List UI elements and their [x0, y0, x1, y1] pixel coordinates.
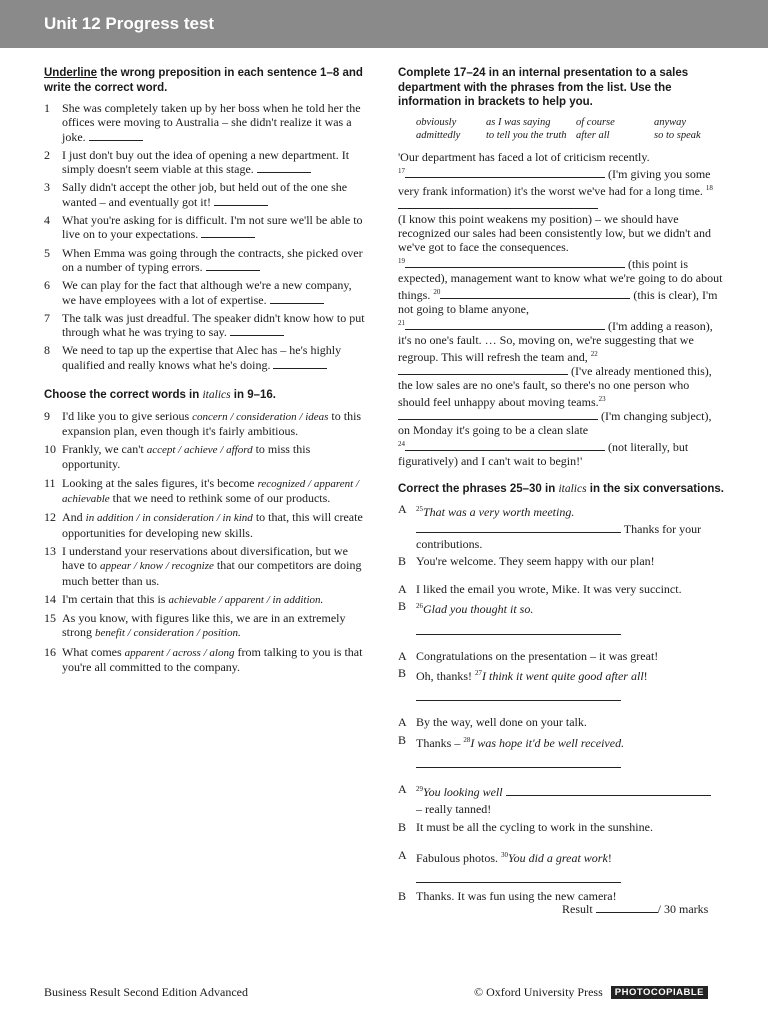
conversation-1: A $^{25}$That was a very worth meeting. Thanks for your contributions. B You're welcome. They seem happy with our plan!: [398, 502, 702, 568]
question-number: 6: [44, 278, 50, 293]
footer-title: Business Result Second Edition Advanced: [44, 985, 248, 999]
answer-blank-19[interactable]: [405, 258, 625, 268]
question-number: 16: [44, 644, 56, 659]
speaker-label: A: [398, 648, 407, 663]
page-title: Unit 12 Progress test: [44, 14, 215, 33]
question-number: 9: [44, 408, 50, 423]
answer-blank-30[interactable]: [416, 868, 621, 883]
section4-instructions: Correct the phrases 25–30 in italics in the six conversations.: [398, 482, 724, 495]
speaker-label: B: [398, 819, 407, 834]
answer-blank-26[interactable]: [416, 620, 621, 635]
question-8: 8 We need to tap up the expertise that Alec has – he's highly qualified and really knows what he's doing.: [44, 343, 342, 372]
phrase-item: of course: [576, 116, 615, 128]
conversation-4: A By the way, well done on your talk. B Thanks – $^{28}$I was hope it'd be well received.: [398, 715, 724, 768]
speaker-label: A: [398, 502, 407, 516]
question-11: 11 Looking at the sales figures, it's become recognized / apparent / achievable that we need to rethink some of our products.: [44, 475, 359, 506]
question-12: 12 And in addition / in consideration / in kind to that, this will create opportunities for developing new skills.: [44, 510, 363, 540]
answer-blank-18[interactable]: [398, 199, 598, 209]
word-options[interactable]: achievable / apparent / in addition.: [168, 593, 324, 606]
word-options[interactable]: concern / consideration / ideas: [192, 410, 329, 423]
question-number: 10: [44, 442, 56, 457]
section2-list: [44, 409, 366, 675]
answer-blank-29[interactable]: [506, 786, 711, 796]
photocopiable-badge: PHOTOCOPIABLE: [611, 986, 708, 999]
question-7: 7 The talk was just dreadful. The speaker didn't know how to put through what he was trying to say.: [44, 310, 365, 340]
question-1: 1 She was completely taken up by her boss when he told her the offices were moving to Australia – she didn't realize it was a joke.: [44, 101, 361, 144]
section1-instructions: Underline the wrong preposition in each sentence 1–8 and write the correct word.: [44, 67, 363, 94]
question-number: 11: [44, 475, 56, 490]
question-14: 14 I'm certain that this is achievable / apparent / in addition.: [44, 591, 324, 606]
question-number: 3: [44, 180, 50, 195]
section3-instructions: Complete 17–24 in an internal presentation to a sales department with the phrases from the list. Use the information in brackets to help you.: [398, 67, 689, 108]
footer-copyright: © Oxford University Press PHOTOCOPIABLE: [474, 985, 708, 1000]
question-3: 3 Sally didn't accept the other job, but held out of the one she wanted – and eventually got it!: [44, 180, 348, 209]
phrase-item: obviously: [416, 116, 457, 128]
phrase-list: [416, 116, 724, 142]
answer-blank-27[interactable]: [416, 686, 621, 701]
answer-blank-24[interactable]: [405, 441, 605, 451]
answer-blank-3[interactable]: [214, 196, 268, 206]
question-2: 2 I just don't buy out the idea of opening a new department. It simply doesn't seem viable at this stage.: [44, 147, 350, 177]
left-column: [44, 66, 366, 678]
answer-blank-5[interactable]: [206, 261, 260, 271]
word-options[interactable]: apparent / across / along: [124, 646, 235, 659]
speaker-label: B: [398, 666, 407, 681]
conversation-6: A Fabulous photos. $^{30}$You did a great work! B Thanks. It was fun using the new camera!: [398, 848, 724, 904]
question-number: 13: [44, 543, 56, 558]
conversation-5: A $^{29}$You looking well – really tanned! B It must be all the cycling to work in the sunshine.: [398, 782, 724, 834]
question-number: 8: [44, 343, 50, 358]
question-6: 6 We can play for the fact that although we're a new company, we have employees with a lot of expertise.: [44, 278, 352, 307]
question-number: 5: [44, 245, 50, 260]
speaker-label: A: [398, 715, 407, 730]
question-4: 4 What you're asking for is difficult. I'm not sure we'll be able to live on to your expectations.: [44, 213, 363, 242]
answer-blank-7[interactable]: [230, 326, 284, 336]
question-15: 15 As you know, with figures like this, we are in an extremely strong benefit / consideration / position.: [44, 611, 346, 640]
phrase-item: so to speak: [654, 129, 701, 141]
word-options[interactable]: appear / know / recognize: [100, 560, 214, 573]
right-column: [398, 66, 724, 906]
phrase-item: as I was saying: [486, 116, 551, 128]
answer-blank-28[interactable]: [416, 753, 621, 768]
question-9: 9 I'd like you to give serious concern / consideration / ideas to this expansion plan, even though it's fairly ambitious.: [44, 408, 362, 438]
answer-blank-4[interactable]: [201, 228, 255, 238]
speaker-label: B: [398, 889, 407, 904]
question-13: 13 I understand your reservations about diversification, but we have to appear / know / recognize that our competitors are doing much better than us.: [44, 543, 362, 588]
section2-instructions: Choose the correct words in italics in 9–16.: [44, 389, 276, 402]
answer-blank-20[interactable]: [440, 289, 630, 299]
section1-list: [44, 101, 366, 372]
question-number: 1: [44, 101, 50, 115]
word-options[interactable]: benefit / consideration / position.: [95, 627, 241, 640]
result-blank[interactable]: [596, 903, 658, 913]
question-16: 16 What comes apparent / across / along from talking to you is that you're all committed to the company.: [44, 644, 363, 674]
conversation-2: A I liked the email you wrote, Mike. It was very succinct. B $^{26}$Glad you thought it so.: [398, 582, 724, 635]
answer-blank-2[interactable]: [257, 163, 311, 173]
speaker-label: B: [398, 553, 407, 568]
speaker-label: B: [398, 599, 407, 614]
phrase-item: anyway: [654, 116, 687, 128]
speaker-label: B: [398, 732, 407, 747]
phrase-item: admittedly: [416, 129, 461, 141]
question-number: 14: [44, 591, 56, 606]
presentation-text: 'Our department has faced a lot of criticism recently. $^{17}$ (I'm giving you some very frank information) it's the worst we've had for a long time. $^{18}$ (I know this point weakens my position) – we should have recognized our sales had been consistently low, but we didn't and we've got to face the consequences. $^{19}$ (this point is expected), management want to know what we're going to do about things. $^{20}$ (this is clear), I'm not going to blame anyone, $^{21}$ (I'm adding a reason), it's no one's fault. … So, moving on, we're suggesting that we regroup. This will refresh the team and, $^{22}$ (I've already mentioned this), the low sales are no one's fault, so there's no one person who should feel unhappy about moving teams.$^{23}$ (I'm changing subject), on Monday it's going to be a clean slate $^{24}$ (not literally, but figuratively) and I can't wait to begin!': [398, 149, 723, 468]
word-options[interactable]: accept / achieve / afford: [146, 444, 253, 457]
page-header: [0, 0, 768, 48]
answer-blank-6[interactable]: [270, 294, 324, 304]
answer-blank-23[interactable]: [398, 410, 598, 420]
answer-blank-17[interactable]: [405, 168, 605, 178]
word-options[interactable]: recognized / apparent / achievable: [62, 477, 359, 506]
question-number: 2: [44, 147, 50, 162]
question-number: 4: [44, 213, 50, 228]
question-number: 7: [44, 310, 50, 325]
speaker-label: A: [398, 781, 407, 796]
phrase-item: to tell you the truth: [486, 129, 567, 141]
speaker-label: A: [398, 582, 407, 597]
question-number: 15: [44, 611, 56, 626]
speaker-label: A: [398, 847, 407, 862]
question-number: 12: [44, 510, 56, 525]
conversation-3: A Congratulations on the presentation – it was great! B Oh, thanks! $^{27}$I think it went quite good after all!: [398, 649, 724, 702]
word-options[interactable]: in addition / in consideration / in kind: [85, 512, 253, 525]
answer-blank-21[interactable]: [405, 320, 605, 330]
answer-blank-22[interactable]: [398, 365, 568, 375]
result-score: Result / 30 marks: [562, 902, 709, 916]
answer-blank-25[interactable]: [416, 523, 621, 533]
answer-blank-1[interactable]: [89, 131, 143, 141]
answer-blank-8[interactable]: [273, 359, 327, 369]
conversations: [398, 502, 724, 903]
question-5: 5 When Emma was going through the contracts, she picked over on a number of typing errors.: [44, 245, 363, 274]
question-10: 10 Frankly, we can't accept / achieve / afford to miss this opportunity.: [44, 442, 311, 472]
phrase-item: after all: [576, 129, 610, 141]
